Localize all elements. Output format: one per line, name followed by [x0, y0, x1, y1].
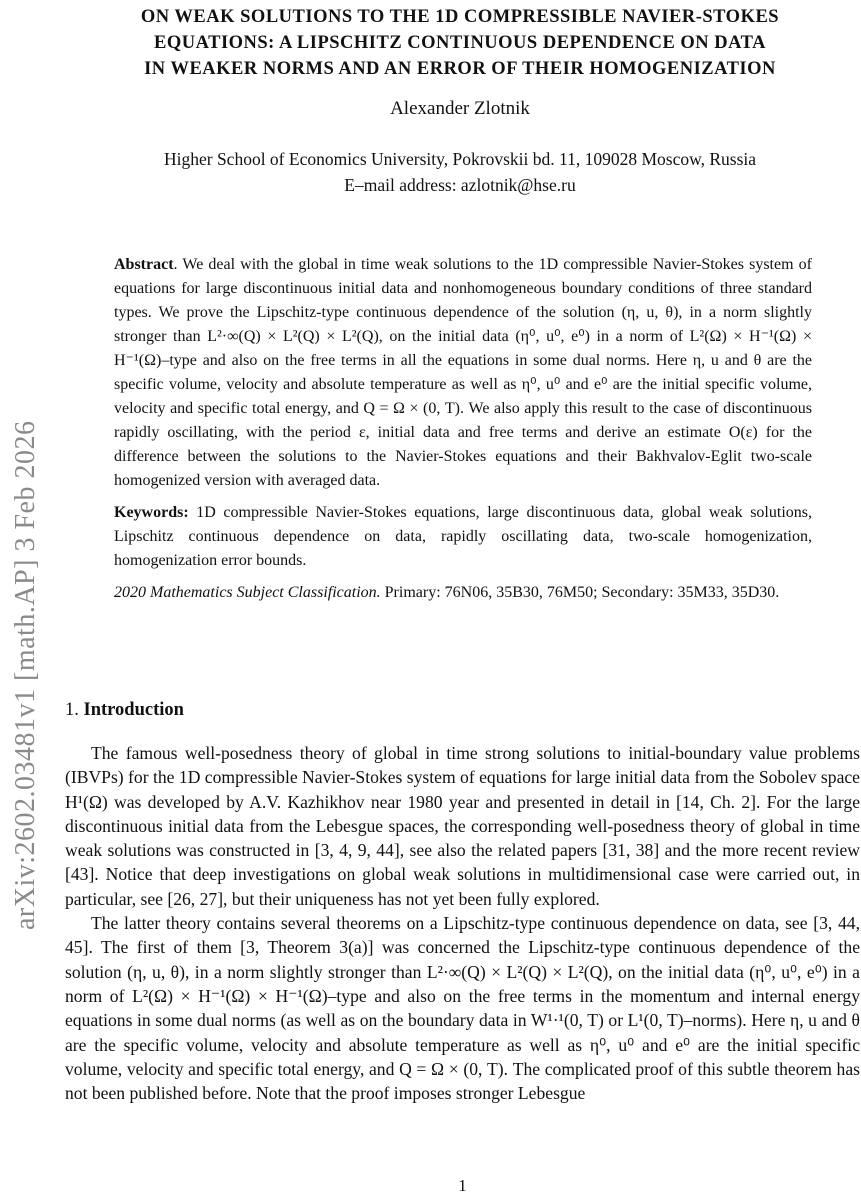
- arxiv-identifier: arXiv:2602.03481v1 [math.AP] 3 Feb 2026: [10, 420, 41, 930]
- msc-label: 2020 Mathematics Subject Classification.: [114, 584, 381, 601]
- body-text: [65, 741, 860, 1105]
- abstract-label: Abstract: [114, 256, 174, 273]
- affiliation: Higher School of Economics University, Pokrovskii bd. 11, 109028 Moscow, Russia: [163, 149, 757, 169]
- section-number: 1.: [65, 700, 79, 720]
- keywords-label: Keywords:: [114, 504, 189, 521]
- abstract-text: . We deal with the global in time weak solutions to the 1D compressible Navier-Stokes system of equations for large discontinuous initial data and nonhomogeneous boundary conditions of three standard types. We prove the Lipschitz-type continuous dependence of the solution (η, u, θ), in a norm slightly stronger than L²·∞(Q) × L²(Q) × L²(Q), on the initial data (η⁰, u⁰, e⁰) in a norm of L²(Ω) × H⁻¹(Ω) × H⁻¹(Ω)–type and also on the free terms in all the equations in some dual norms. Here η, u and θ are the specific volume, velocity and absolute temperature as well as η⁰, u⁰ and e⁰ are the initial specific volume, velocity and specific total energy, and Q = Ω × (0, T). We also apply this result to the case of discontinuous rapidly oscillating, with the period ε, initial data and free terms and derive an estimate O(ε) for the difference between the solutions to the Navier-Stokes equations and their Bakhvalov-Eglit two-scale homogenized version with averaged data.: [114, 256, 812, 489]
- section-heading: [65, 700, 184, 721]
- page-number: 1: [458, 1176, 467, 1195]
- keywords-text: 1D compressible Navier-Stokes equations, large discontinuous data, global weak solutions, Lipschitz continuous dependence on data, rapidly oscillating data, two-scale homogenization, homogenization error bounds.: [114, 504, 812, 569]
- email: E–mail address: azlotnik@hse.ru: [344, 175, 576, 195]
- body-paragraph: The famous well-posedness theory of global in time strong solutions to initial-boundary value problems (IBVPs) for the 1D compressible Navier-Stokes system of equations for large initial data from the Sobolev space H¹(Ω) was developed by A.V. Kazhikhov near 1980 year and presented in detail in [14, Ch. 2]. For the large discontinuous initial data from the Lebesgue spaces, the corresponding well-posedness theory of global in time weak solutions was constructed in [3, 4, 9, 44], see also the related papers [31, 38] and the more recent review [43]. Notice that deep investigations on global weak solutions in multidimensional case were carried out, in particular, see [26, 27], but their uniqueness has not yet been fully explored.: [65, 743, 860, 909]
- title-line: ON WEAK SOLUTIONS TO THE 1D COMPRESSIBLE NAVIER-STOKES: [140, 7, 780, 27]
- affiliation-block: [60, 146, 860, 198]
- title-line: EQUATIONS: A LIPSCHITZ CONTINUOUS DEPENDENCE ON DATA: [154, 33, 766, 53]
- body-paragraph: The latter theory contains several theorems on a Lipschitz-type continuous dependence on data, see [3, 44, 45]. The first of them [3, Theorem 3(a)] was concerned the Lipschitz-type continuous dependence of the solution (η, u, θ), in a norm slightly stronger than L²·∞(Q) × L²(Q) × L²(Q), on the initial data (η⁰, u⁰, e⁰) in a norm of L²(Ω) × H⁻¹(Ω) × H⁻¹(Ω)–type and also on the free terms in the momentum and internal energy equations in some dual norms (as well as on the boundary data in W¹·¹(0, T) or L¹(0, T)–norms). Here η, u and θ are the specific volume, velocity and absolute temperature as well as η⁰, u⁰ and e⁰ are the initial specific volume, velocity and specific total energy, and Q = Ω × (0, T). The complicated proof of this subtle theorem has not been published before. Note that the proof imposes stronger Lebesgue: [65, 913, 860, 1104]
- section-title: Introduction: [83, 700, 184, 720]
- author-name: Alexander Zlotnik: [390, 98, 530, 119]
- abstract-paragraph: [114, 253, 812, 493]
- msc-text: Primary: 76N06, 35B30, 76M50; Secondary: 35M33, 35D30.: [380, 584, 780, 601]
- msc-paragraph: [114, 581, 812, 605]
- title-line: IN WEAKER NORMS AND AN ERROR OF THEIR HOMOGENIZATION: [144, 59, 776, 79]
- keywords-paragraph: [114, 501, 812, 573]
- abstract-block: [114, 253, 812, 613]
- paper-title: [60, 4, 860, 82]
